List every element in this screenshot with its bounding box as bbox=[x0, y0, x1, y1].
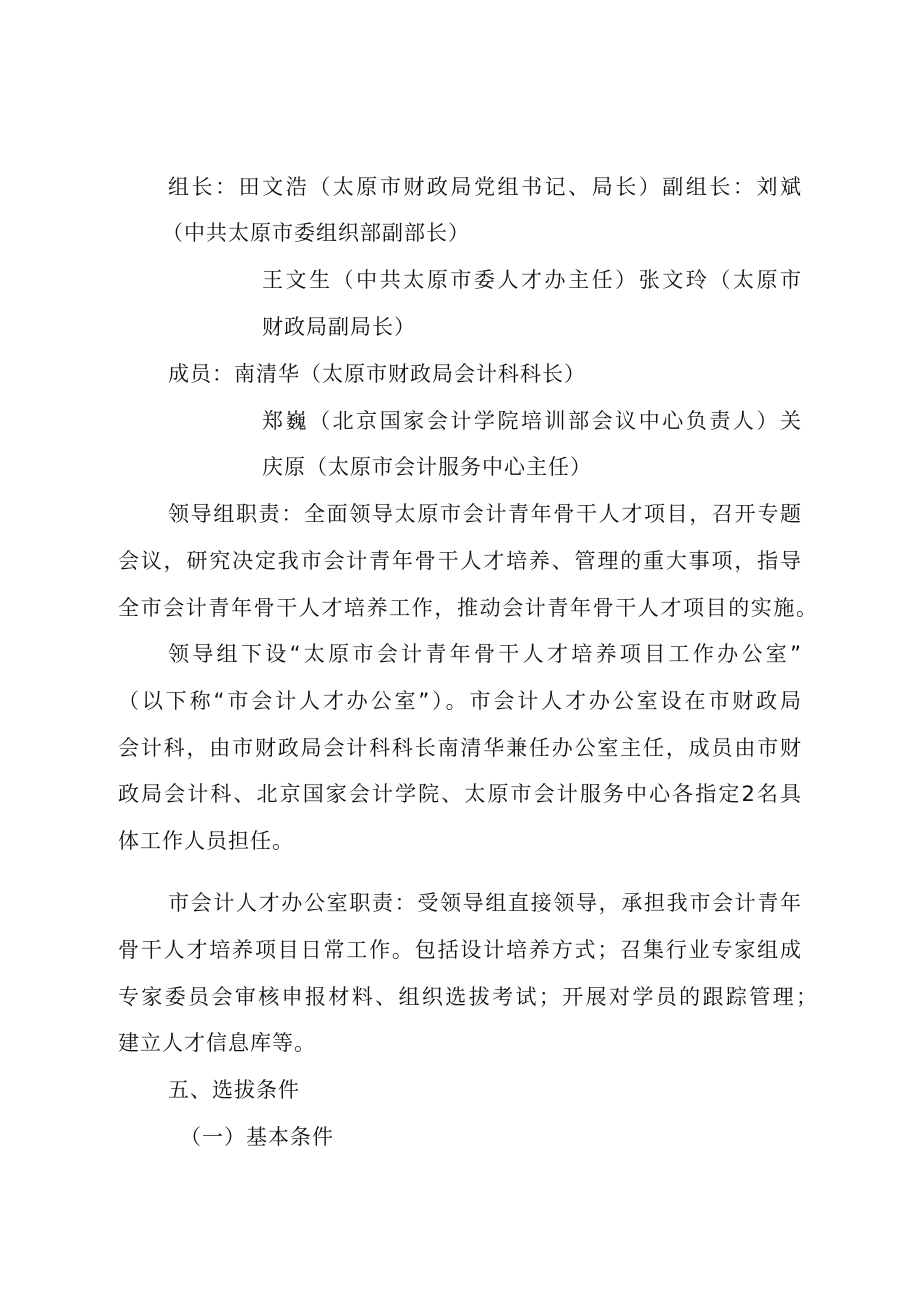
office-paragraph-line: 领导组下设“太原市会计青年骨干人才培养项目工作办公室” bbox=[168, 642, 802, 666]
section-heading: 五、选拔条件 bbox=[168, 1078, 300, 1102]
office-paragraph-line: 政局会计科、北京国家会计学院、太原市会计服务中心各指定2名具 bbox=[118, 782, 802, 806]
duties-paragraph-line: 会议，研究决定我市会计青年骨干人才培养、管理的重大事项，指导 bbox=[118, 549, 802, 573]
leader-line-continued: （中共太原市委组织部副部长） bbox=[162, 221, 470, 245]
office-duties-line: 骨干人才培养项目日常工作。包括设计培养方式；召集行业专家组成 bbox=[118, 938, 802, 962]
members-line: 成员：南清华（太原市财政局会计科科长） bbox=[168, 362, 586, 386]
office-paragraph-line: 会计科，由市财政局会计科科长南清华兼任办公室主任，成员由市财 bbox=[118, 736, 802, 760]
section-subheading: （一）基本条件 bbox=[180, 1125, 334, 1149]
duties-paragraph-line: 领导组职责：全面领导太原市会计青年骨干人才项目，召开专题 bbox=[168, 502, 802, 526]
office-paragraph-line: 体工作人员担任。 bbox=[118, 829, 294, 853]
leader-line: 组长：田文浩（太原市财政局党组书记、局长）副组长：刘斌 bbox=[168, 175, 802, 199]
members-line-2: 郑巍（北京国家会计学院培训部会议中心负责人）关 bbox=[262, 409, 802, 433]
office-paragraph-line: （以下称“市会计人才办公室”）。市会计人才办公室设在市财政局 bbox=[118, 689, 802, 713]
members-line-3: 庆原（太原市会计服务中心主任） bbox=[262, 455, 592, 479]
duties-paragraph-line: 全市会计青年骨干人才培养工作，推动会计青年骨干人才项目的实施。 bbox=[118, 596, 818, 620]
deputy-line-continued: 财政局副局长） bbox=[262, 315, 416, 339]
deputy-line: 王文生（中共太原市委人才办主任）张文玲（太原市 bbox=[262, 268, 802, 292]
office-duties-line: 市会计人才办公室职责：受领导组直接领导，承担我市会计青年 bbox=[168, 891, 802, 915]
office-duties-line: 建立人才信息库等。 bbox=[118, 1031, 316, 1055]
office-duties-line: 专家委员会审核申报材料、组织选拔考试；开展对学员的跟踪管理； bbox=[118, 985, 818, 1009]
